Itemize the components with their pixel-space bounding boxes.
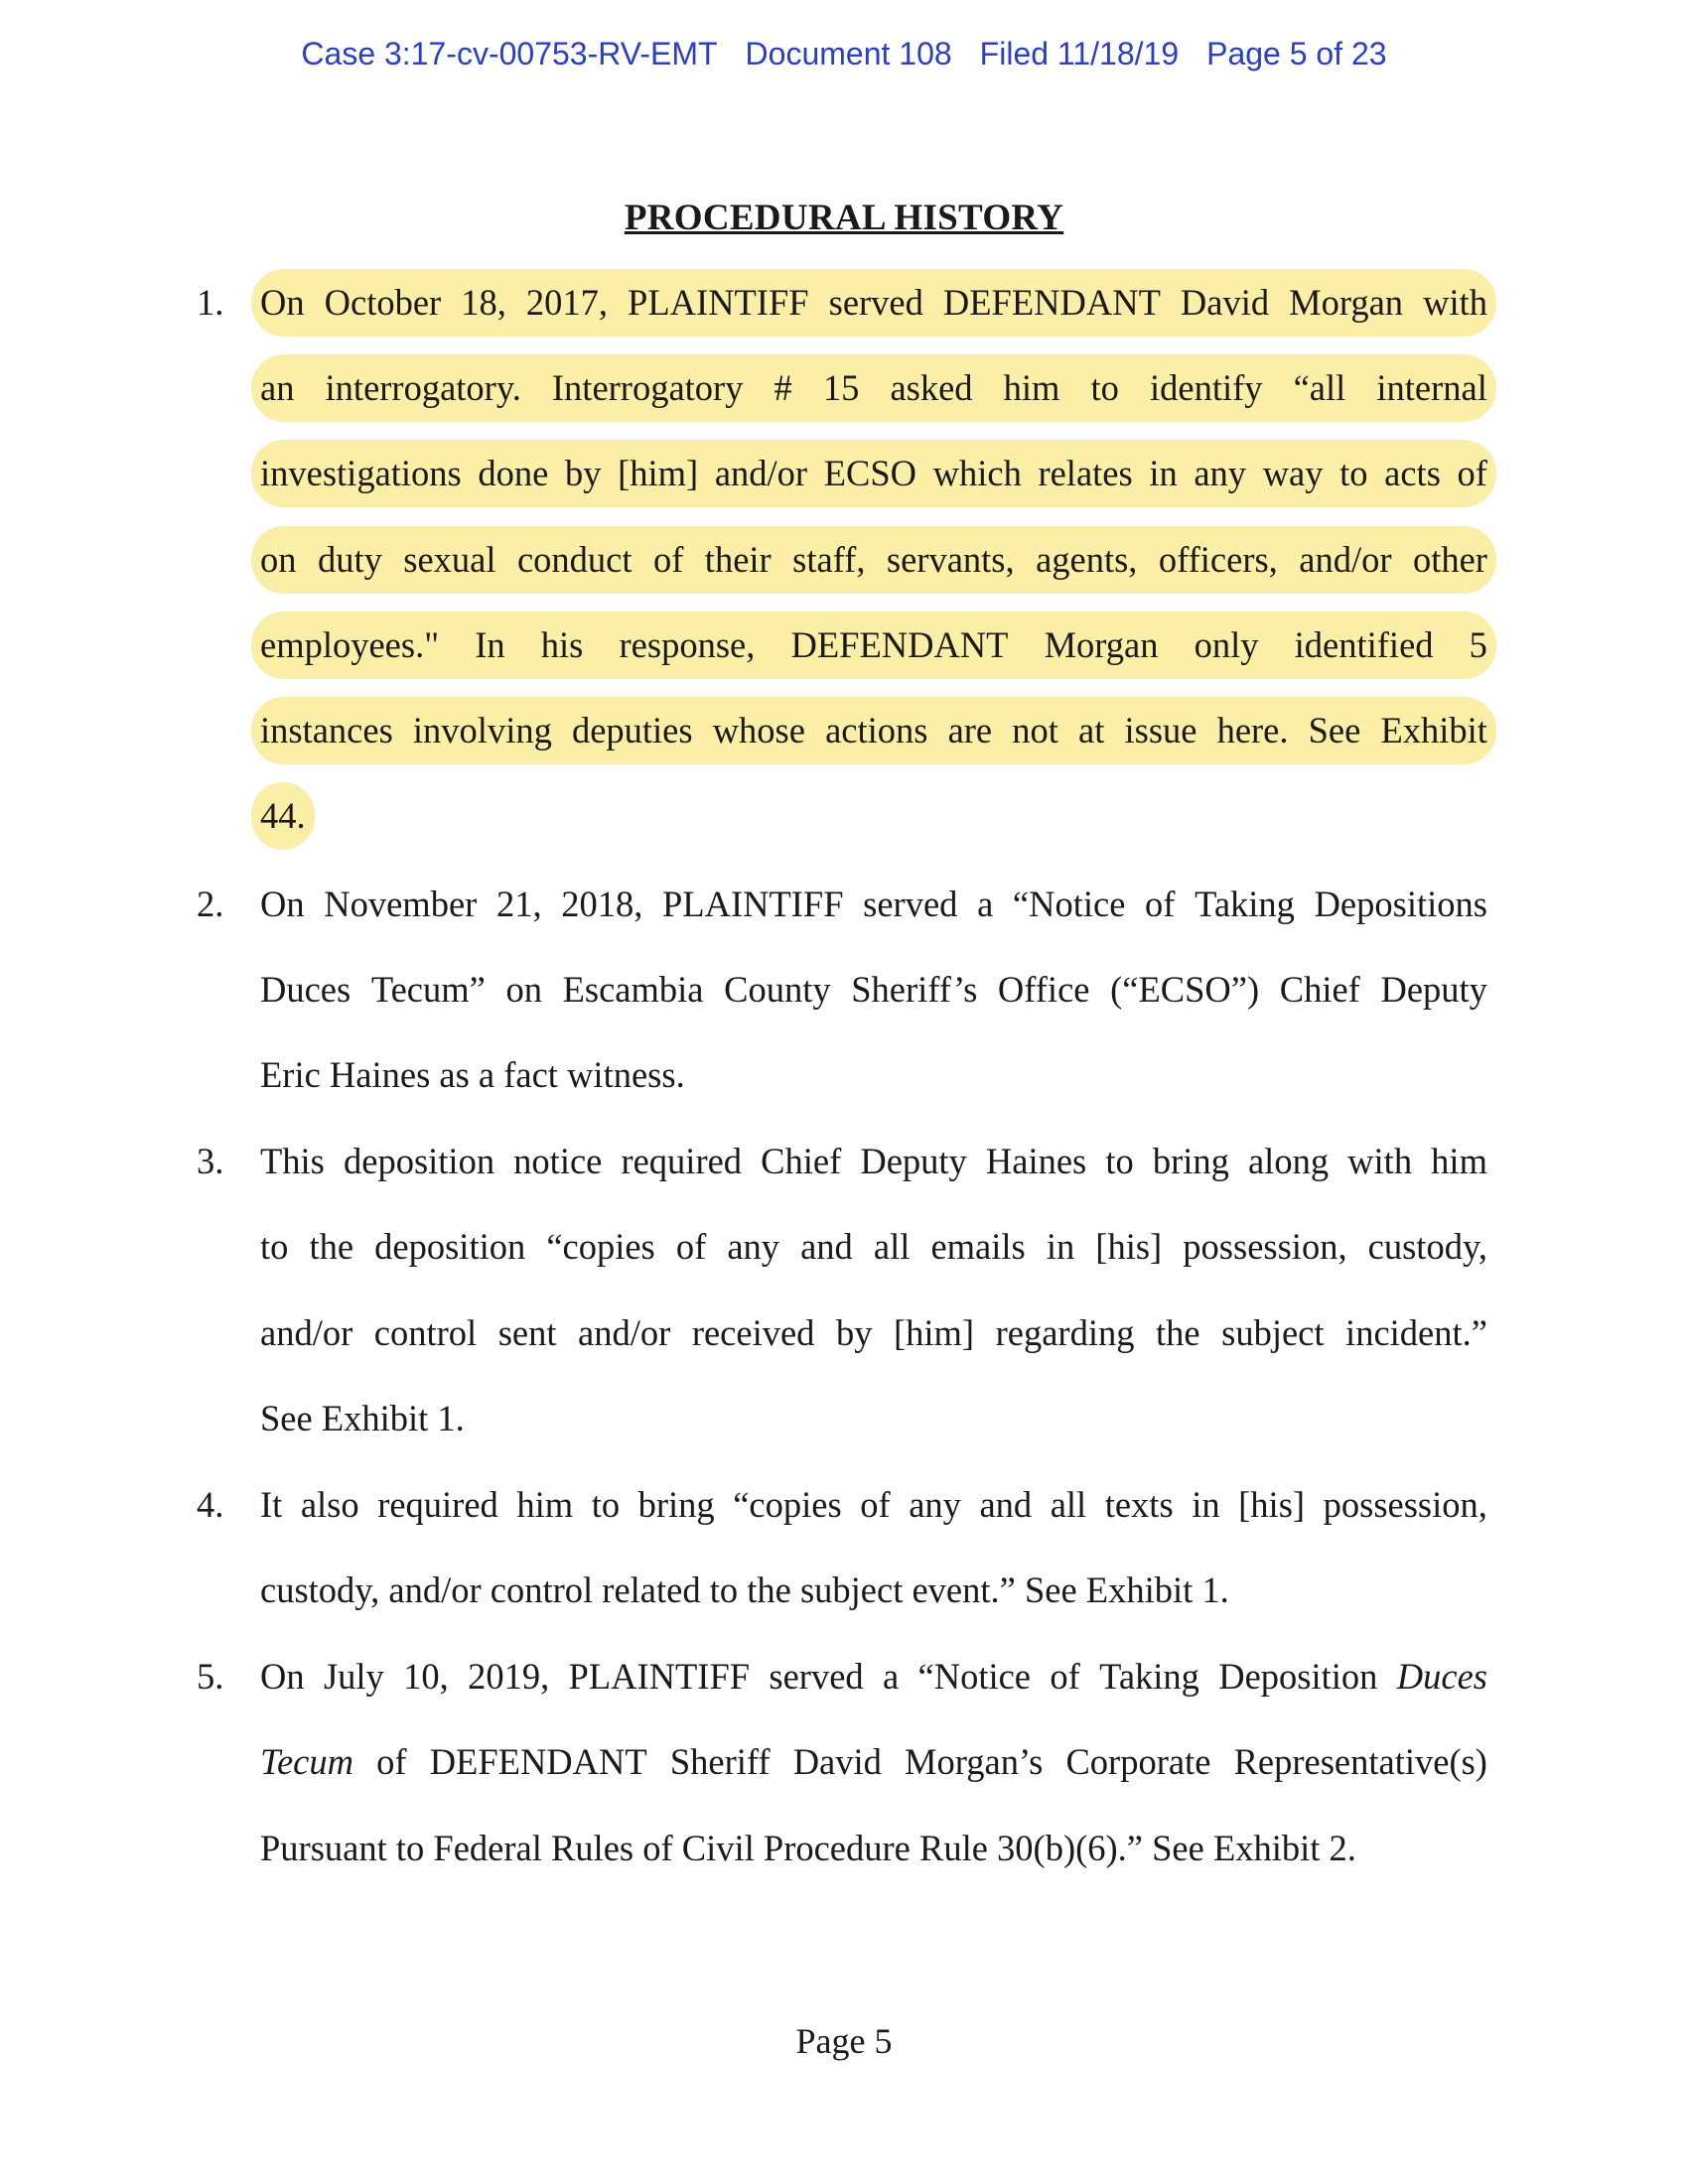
paragraph-number: 4. [197, 1484, 224, 1525]
paragraph-line: Tecum of DEFENDANT Sheriff David Morgan’s Corporate Representative(s) [260, 1741, 1487, 1782]
paragraph-line: instances involving deputies whose actions are not at issue here. See Exhibit [260, 706, 1487, 755]
paragraph-line: It also required him to bring “copies of any and all texts in [his] possession, [260, 1484, 1487, 1525]
paragraph-line: On November 21, 2018, PLAINTIFF served a “Notice of Taking Depositions [260, 884, 1487, 924]
paragraph-line: This deposition notice required Chief Deputy Haines to bring along with him [260, 1141, 1487, 1181]
paragraph-line: to the deposition “copies of any and all emails in [his] possession, custody, [260, 1226, 1487, 1267]
paragraph-number: 5. [197, 1656, 224, 1697]
paragraph-line: 44. [260, 791, 306, 841]
paragraph-line: and/or control sent and/or received by [him] regarding the subject incident.” [260, 1312, 1487, 1353]
paragraph-line: On October 18, 2017, PLAINTIFF served DEFENDANT David Morgan with [260, 278, 1487, 328]
paragraph-line: employees." In his response, DEFENDANT Morgan only identified 5 [260, 620, 1487, 670]
filed-date: Filed 11/18/19 [979, 36, 1180, 71]
paragraph-line: custody, and/or control related to the subject event.” See Exhibit 1. [260, 1570, 1229, 1610]
paragraph-line: See Exhibit 1. [260, 1398, 465, 1438]
case-number: Case 3:17-cv-00753-RV-EMT [301, 36, 718, 71]
document-number: Document 108 [745, 36, 952, 71]
section-title: PROCEDURAL HISTORY [624, 198, 1064, 238]
case-header [0, 36, 1688, 72]
paragraph-line: On July 10, 2019, PLAINTIFF served a “Notice of Taking Deposition Duces [260, 1656, 1487, 1697]
paragraph-line: Pursuant to Federal Rules of Civil Procedure Rule 30(b)(6).” See Exhibit 2. [260, 1828, 1356, 1868]
paragraph-line: investigations done by [him] and/or ECSO which relates in any way to acts of [260, 449, 1487, 498]
paragraph-line: Duces Tecum” on Escambia County Sheriff’s Office (“ECSO”) Chief Deputy [260, 969, 1487, 1010]
paragraph-number: 1. [197, 282, 224, 323]
paragraph-line: an interrogatory. Interrogatory # 15 asked him to identify “all internal [260, 363, 1487, 413]
paragraph-number: 3. [197, 1141, 224, 1181]
page-of-total: Page 5 of 23 [1206, 36, 1387, 71]
paragraph-line: on duty sexual conduct of their staff, servants, agents, officers, and/or other [260, 535, 1487, 585]
paragraph-line: Eric Haines as a fact witness. [260, 1054, 685, 1095]
page-footer: Page 5 [795, 2021, 893, 2061]
paragraph-number: 2. [197, 884, 224, 924]
